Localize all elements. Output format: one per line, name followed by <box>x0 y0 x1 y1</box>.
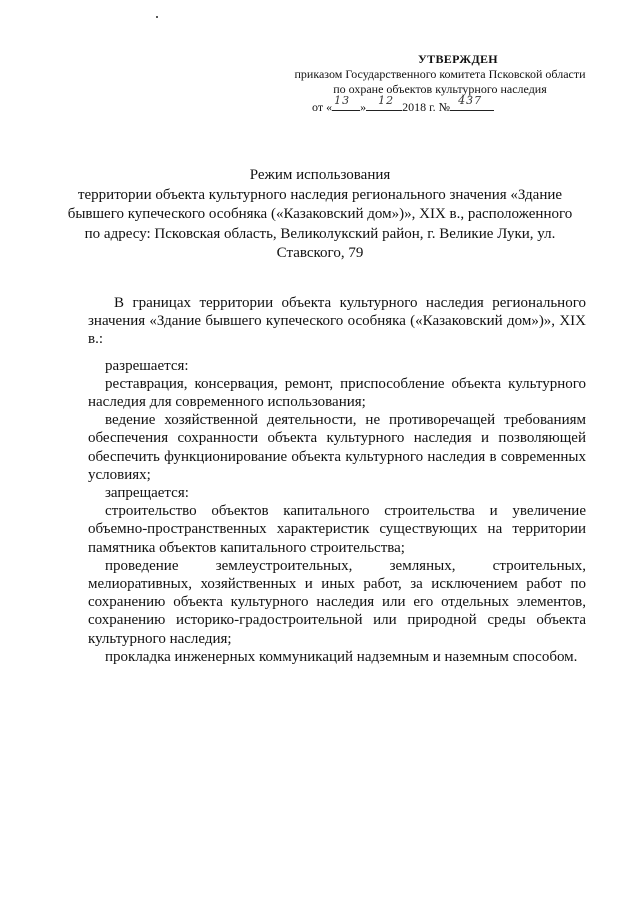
forbidden-item: строительство объектов капитального строительства и увеличение объемно-пространственных характеристик существующих на территории памятника объектов капитального строительства; <box>88 503 586 556</box>
approval-line-2: по охране объектов культурного наследия <box>333 82 547 96</box>
date-month-blank <box>366 94 402 111</box>
scan-speck <box>156 16 158 18</box>
order-number-handwritten: 437 <box>458 94 483 107</box>
date-mid: » <box>360 100 367 114</box>
forbidden-item: прокладка инженерных коммуникаций надземным и наземным способом. <box>105 648 578 665</box>
allowed-label: разрешается: <box>105 357 189 374</box>
approval-line-1: приказом Государственного комитета Псковской области <box>294 67 586 81</box>
forbidden-item: проведение землеустроительных, земляных, строительных, мелиоративных, хозяйственных и иных работ, за исключением работ по сохранению объекта культурного наследия или его отдельных элементов, сохранению историко-градостроительной или природной среды объекта культурного наследия; <box>88 557 586 647</box>
allowed-item: реставрация, консервация, ремонт, приспособление объекта культурного наследия для современного использования; <box>88 375 586 411</box>
title-line-1: Режим использования <box>249 167 391 183</box>
document-title <box>60 166 580 264</box>
title-line-2: территории объекта культурного наследия регионального значения «Здание бывшего купеческого особняка («Казаковский дом»)», XIX в., расположенного по адресу: Псковская область, Великолукский район, г. Великие Луки, ул. Ставского, 79 <box>67 186 573 261</box>
approval-heading: УТВЕРЖДЕН <box>418 52 498 66</box>
date-day-handwritten: 13 <box>334 94 351 107</box>
order-number-blank <box>450 94 494 111</box>
date-day-blank <box>332 94 360 111</box>
forbidden-label: запрещается: <box>105 485 189 502</box>
document-body <box>88 294 586 666</box>
date-prefix: от « <box>312 100 333 114</box>
approval-stamp-block <box>280 52 600 115</box>
date-suffix: 2018 г. № <box>402 100 451 114</box>
approval-date-line <box>280 94 600 115</box>
allowed-item: ведение хозяйственной деятельности, не противоречащей требованиям обеспечения сохранности объекта культурного наследия и позволяющей обеспечить функционирование объекта культурного наследия в современных условиях; <box>88 412 586 483</box>
intro-paragraph: В границах территории объекта культурного наследия регионального значения «Здание бывшего купеческого особняка («Казаковский дом»)», XIX в.: <box>88 295 586 348</box>
date-month-handwritten: 12 <box>378 94 395 107</box>
